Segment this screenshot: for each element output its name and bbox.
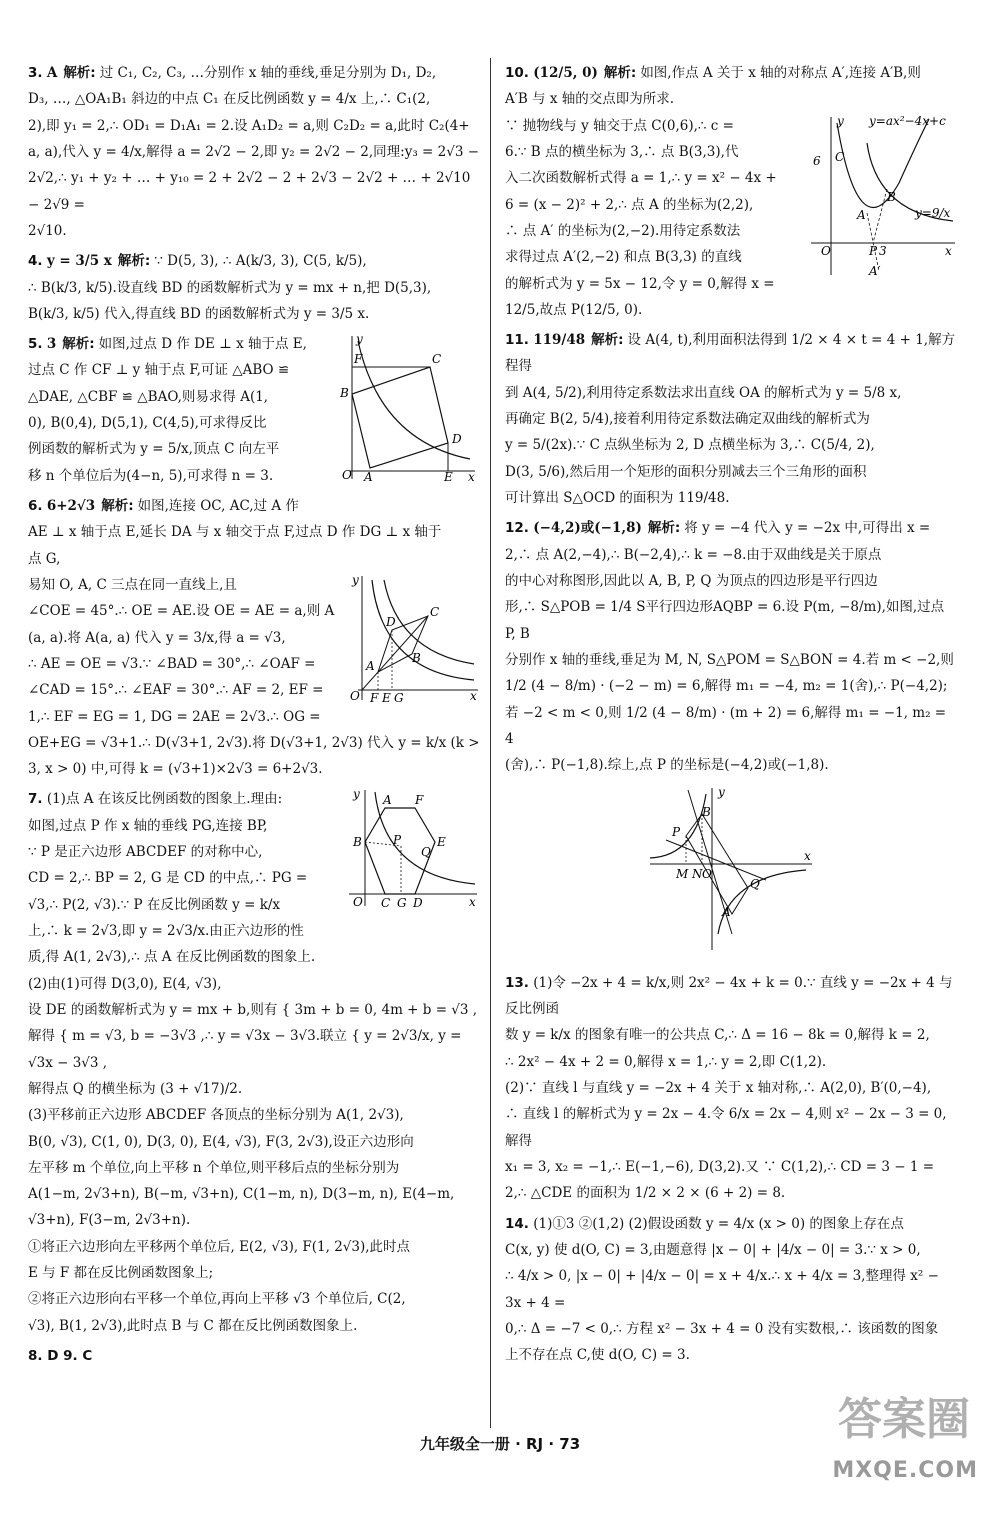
problem-11: 11. 119/48 解析: 设 A(4, t),利用面积法得到 1/2 × 4 × t = 4 + 1,解方程得 到 A(4, 5/2),利用待定系数法求出直线 OA 的解析式为 y = 5/8 x, 再确定 B(2, 5/4),接着利用待定系数法确定双曲线的解析式为 y = 5/(2x).∵ C 点纵坐标为 2, D 点横坐标为 3,∴ C(5/4, 2), D(3, 5/6),然后用一个矩形的面积分别减去三个三角形的面积 可计算出 S△OCD 的面积为 119/48. bbox=[505, 332, 956, 506]
problem-4: 4. y = 3/5 x 解析: ∵ D(5, 3), ∴ A(k/3, 3), C(5, k/5), ∴ B(k/3, k/5).设直线 BD 的函数解析式为 y = mx + n,把 D(5,3), B(k/3, k/5) 代入,得直线 BD 的函数解析式为 y = 3/5 x. bbox=[28, 253, 432, 322]
fig10-label-C: C bbox=[835, 149, 845, 164]
problem-3: 3. A 解析: 过 C₁, C₂, C₃, …分别作 x 轴的垂线,垂足分别为 D₁, D₂, D₃, …, △OA₁B₁ 斜边的中点 C₁ 在反比例函数 y = 4/x 上,∴ C₁(2, 2),即 y₁ = 2,∴ OD₁ = D₁A₁ = 2.设 A₁D₂ = a,则 C₂D₂ = a,此时 C₂(4+ a, a),代入 y = 4/x,解得 a = 2√2 − 2,即 y₂ = 2√2 − 2,同理:y₃ = 2√3 − 2√2,∴ y₁ + y₂ + … + y₁₀ = 2 + 2√2 − 2 + 2√3 − 2√2 + … + 2√10 − 2√9 = 2√10. bbox=[28, 65, 480, 239]
fig6-label-C: C bbox=[430, 604, 440, 619]
fig10-label-hyperbola: y=9/x bbox=[915, 205, 951, 220]
fig10-label-y: y bbox=[837, 113, 844, 128]
fig7-label-Q: Q bbox=[421, 845, 431, 860]
problem-12: 12. (−4,2)或(−1,8) 解析: 将 y = −4 代入 y = −2x 中,可得出 x = 2,∴ 点 A(2,−4),∴ B(−2,4),∴ k = −8.由于双曲线是关于原点 的中心对称图形,因此以 A, B, P, Q 为顶点的四边形是平行四边 形,∴ S△POB = 1/4 S平行四边形AQBP = 6.设 P(m, −8/m),如图,过点 P, B 分别作 x 轴的垂线,垂足为 M, N, S△POM = S△BON = 4.若 m < −2,则 1/2 (4 − 8/m) · (−2 − m) = 6,解得 m₁ = −4, m₂ = 1(舍),∴ P(−4,2); 若 −2 < m < 0,则 1/2 (4 − 8/m) · (m + 2) = 6,解得 m₁ = −1, m₂ = 4 (舍),∴ P(−1,8).综上,点 P 的坐标是(−4,2)或(−1,8). y B P M N O x Q A bbox=[505, 515, 957, 963]
fig10-label-A: A bbox=[857, 207, 866, 222]
fig7-label-E: E bbox=[437, 835, 446, 850]
fig5-label-B: B bbox=[340, 386, 349, 401]
fig6-label-A: A bbox=[366, 658, 375, 673]
problem-13: 13. (1)令 −2x + 4 = k/x,则 2x² − 4x + k = 0.∵ 直线 y = −2x + 4 与反比例函 数 y = k/x 的图象有唯一的公共点 C,∴ Δ = 16 − 8k = 0,解得 k = 2, ∴ 2x² − 4x + 2 = 0,解得 x = 1,∴ y = 2,即 C(1,2). (2)∵ 直线 l 与直线 y = −2x + 4 关于 x 轴对称,∴ A(2,0), B′(0,−4), ∴ 直线 l 的解析式为 y = 2x − 4.令 6/x = 2x − 4,则 x² − 2x − 3 = 0,解得 x₁ = 3, x₂ = −1,∴ E(−1,−6), D(3,2).又 ∵ C(1,2),∴ CD = 3 − 1 = 2,∴ △CDE 的面积为 1/2 × 2 × (6 + 2) = 8. bbox=[505, 974, 953, 1202]
fig6-label-D: D bbox=[386, 614, 396, 629]
fig5-label-E: E bbox=[444, 470, 453, 482]
fig10-label-B: B bbox=[887, 189, 896, 204]
fig6-label-F: F bbox=[370, 690, 379, 702]
fig7-label-O: O bbox=[353, 895, 363, 910]
fig7-label-C: C bbox=[381, 896, 391, 911]
problem-6: 6. 6+2√3 解析: 如图,连接 OC, AC,过 A 作 AE ⊥ x 轴于点 E,延长 DA 与 x 轴交于点 F,过点 D 作 DG ⊥ x 轴于 点 G, y D C B A O F E G x 易知 O, A, C 三点在同一直线上,且 ∠COE = 45°.∴ OE = AE.设 OE = AE = a,则 A (a, a).将 A(a, a) 代入 y = 3/x,得 a = √3, ∴ AE = OE = √3.∵ ∠BAD = 30°,∴ ∠OAF = ∠CAD = 15°.∴ ∠EAF = 30°.∴ AF = 2, EF = 1,∴ EF = EG = 1, DG = 2AE = 2√3.∴ OG = OE+EG = √3+1.∴ D(√3+1, 2√3).将 D(√3+1, 2√3) 代入 y = k/x (k > 3, x > 0) 中,可得 k = (√3+1)×2√3 = 6+2√3. bbox=[28, 498, 480, 778]
fig7-label-F: F bbox=[415, 793, 424, 808]
left-column bbox=[28, 60, 480, 1373]
fig6-label-B: B bbox=[412, 650, 421, 665]
fig7-label-G: G bbox=[397, 896, 407, 911]
fig6-label-y: y bbox=[352, 572, 359, 587]
figure-6 bbox=[350, 572, 480, 702]
right-column bbox=[505, 60, 957, 1372]
fig12-label-x: x bbox=[804, 849, 811, 864]
fig7-label-D: D bbox=[413, 896, 423, 911]
problem-14: 14. (1)①3 ②(1,2) (2)假设函数 y = 4/x (x > 0) 的图象上存在点 C(x, y) 使 d(O, C) = 3,由题意得 |x − 0| + |4/x − 0| = 3.∵ x > 0, ∴ 4/x > 0, |x − 0| + |4/x − 0| = x + 4/x.∴ x + 4/x = 3,整理得 x² − 3x + 4 = 0,∴ Δ = −7 < 0,∴ 方程 x² − 3x + 4 = 0 没有实数根,∴ 该函数的图象 上不存在点 C,使 d(O, C) = 3. bbox=[505, 1215, 939, 1364]
figure-12 bbox=[646, 784, 816, 963]
fig5-label-y: y bbox=[356, 332, 363, 347]
fig5-label-F: F bbox=[354, 352, 363, 367]
fig5-label-D: D bbox=[452, 432, 462, 447]
problem-10: 10. (12/5, 0) 解析: 如图,作点 A 关于 x 轴的对称点 A′,连接 A′B,则 A′B 与 x 轴的交点即为所求. y y=ax²−4x+c 6 C B A y=9/x O P 3 x A′ ∵ 抛物线与 y 轴交于点 C(0,6),∴ c = 6.∵ B 点的横坐标为 3,∴ 点 B(3,3),代 入二次函数解析式得 a = 1,∴ y = x² − 4x + 6 = (x − 2)² + 2,∴ 点 A 的坐标为(2,2), ∴ 点 A′ 的坐标为(2,−2).用待定系数法 求得过点 A′(2,−2) 和点 B(3,3) 的直线 的解析式为 y = 5x − 12,令 y = 0,解得 x = 12/5,故点 P(12/5, 0). bbox=[505, 60, 957, 323]
fig6-label-x: x bbox=[470, 688, 477, 702]
column-divider bbox=[490, 58, 491, 1428]
fig10-label-3: 3 bbox=[879, 243, 887, 258]
figure-10 bbox=[807, 113, 957, 278]
fig5-label-O: O bbox=[342, 468, 352, 482]
fig12-label-B: B bbox=[702, 805, 711, 820]
fig6-label-G: G bbox=[394, 690, 404, 702]
fig5-label-x: x bbox=[468, 470, 475, 482]
fig7-label-A: A bbox=[383, 793, 392, 808]
fig12-label-M: M bbox=[676, 867, 689, 882]
fig7-label-x: x bbox=[469, 895, 476, 910]
problem-8-9: 8. D 9. C bbox=[28, 1348, 93, 1364]
figure-5 bbox=[340, 331, 480, 481]
page-footer: 九年级全一册 · RJ · 73 bbox=[419, 1435, 581, 1453]
fig10-label-parabola: y=ax²−4x+c bbox=[869, 113, 946, 128]
fig12-label-P: P bbox=[672, 825, 681, 840]
watermark-logo: 答案圈 bbox=[838, 1394, 970, 1446]
fig5-label-C: C bbox=[432, 352, 442, 367]
fig10-label-x: x bbox=[945, 243, 952, 258]
problem-7: y A F B P Q E O C G D x 7. (1)点 A 在该反比例函数的图象上.理由: 如图,过点 P 作 x 轴的垂线 PG,连接 BP, ∵ P 是正六边形 ABCDEF 的对称中心, CD = 2,∴ BP = 2, G 是 CD 的中点,∴ PG = √3,∴ P(2, √3).∵ P 在反比例函数 y = k/x 上,∴ k = 2√3,即 y = 2√3/x.由正六边形的性 质,得 A(1, 2√3),∴ 点 A 在反比例函数的图象上. (2)由(1)可得 D(3,0), E(4, √3), 设 DE 的函数解析式为 y = mx + b,则有 { 3m + b = 0, 4m + b = √3 , 解得 { m = √3, b = −3√3 ,∴ y = √3x − 3√3.联立 { y = 2√3/x, y = √3x − 3√3 , 解得点 Q 的横坐标为 (3 + √17)/2. (3)平移前正六边形 ABCDEF 各顶点的坐标分别为 A(1, 2√3), B(0, √3), C(1, 0), D(3, 0), E(4, √3), F(3, 2√3),设正六边形向 左平移 m 个单位,向上平移 n 个单位,则平移后点的坐标分别为 A(1−m, 2√3+n), B(−m, √3+n), C(1−m, n), D(3−m, n), E(4−m, √3+n), F(3−m, 2√3+n). ①将正六边形向左平移两个单位后, E(2, √3), F(1, 2√3),此时点 E 与 F 都在反比例函数图象上; ②将正六边形向右平移一个单位,再向上平移 √3 个单位后, C(2, √3), B(1, 2√3),此时点 B 与 C 都在反比例函数图象上. bbox=[28, 786, 480, 1339]
fig6-label-O: O bbox=[350, 688, 360, 702]
fig10-label-6: 6 bbox=[813, 153, 821, 168]
figure-7 bbox=[345, 786, 480, 911]
fig12-label-O: O bbox=[702, 867, 712, 882]
fig6-label-E: E bbox=[382, 690, 391, 702]
fig12-label-y: y bbox=[718, 785, 725, 800]
watermark-site: MXQE.COM bbox=[832, 1458, 978, 1484]
fig7-label-B: B bbox=[353, 835, 362, 850]
problem-5: F C B D O A E x y 5. 3 解析: 如图,过点 D 作 DE ⊥ x 轴于点 E, 过点 C 作 CF ⊥ y 轴于点 F,可证 △ABO ≌ △DAE, △CBF ≌ △BAO,则易求得 A(1, 0), B(0,4), D(5,1), C(4,5),可求得反比 例函数的解析式为 y = 5/x,顶点 C 向左平 移 n 个单位后为(4−n, 5),可求得 n = 3. bbox=[28, 331, 480, 489]
fig10-label-O: O bbox=[821, 243, 831, 258]
fig12-label-Q: Q bbox=[750, 877, 760, 892]
fig7-label-y: y bbox=[353, 787, 360, 802]
fig5-label-A: A bbox=[364, 470, 373, 482]
fig12-label-N: N bbox=[692, 867, 703, 882]
fig12-label-A: A bbox=[722, 905, 731, 920]
fig10-label-P: P bbox=[869, 243, 878, 258]
fig10-label-A-prime: A′ bbox=[869, 263, 881, 278]
fig7-label-P: P bbox=[393, 833, 402, 848]
watermark bbox=[782, 1395, 992, 1505]
